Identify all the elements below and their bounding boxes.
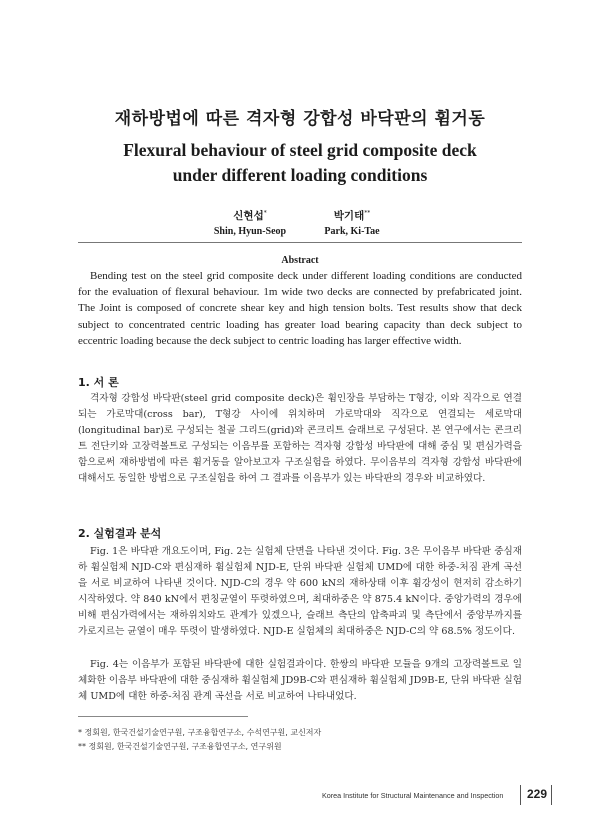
- section-2-paragraph-1: Fig. 1은 바닥판 개요도이며, Fig. 2는 실험체 단면을 나타낸 것이다. Fig. 3은 무이음부 바닥판 중심재하 휨실험체 NJD-C와 편심재하 휨실험체 NJD-E, 단위 바닥판 실험체 UMD에 대한 하중-처짐 관계 곡선을 서로 비교하여 나타낸 것이다. NJD-C의 경우 약 600 kN의 재하상태 이후 휨강성이 현저히 감소하기 시작하였다. 약 840 kN에서 편칭균열이 뚜렷하였으며, 최대하중은 약 875.4 kN이다. 중앙가력의 경우에 비해 편심가력에서는 재하위치와도 관계가 있겠으나, 슬래브 측단의 압축파괴 및 측단에서 중앙부까지를 가로지르는 균열이 매우 뚜렷이 발생하였다. NJD-E 실험체의 최대하중은 NJD-C의 약 68.5% 정도이다.: [78, 546, 522, 637]
- paper-title-english-line1: Flexural behaviour of steel grid composite deck: [123, 140, 477, 160]
- footnote-1: * 정회원, 한국건설기술연구원, 구조융합연구소, 수석연구원, 교신저자: [78, 728, 322, 737]
- paper-title-korean: 재하방법에 따른 격자형 강합성 바닥판의 휨거동: [114, 109, 486, 129]
- paper-title-english-line2: under different loading conditions: [172, 165, 428, 185]
- author-1-mark: *: [263, 209, 267, 217]
- author-2-mark: **: [364, 209, 371, 217]
- abstract-text: Bending test on the steel grid composite deck under different loading conditions are conducted for the evaluation of flexural behaviour. 1m wide two decks are connected by prefabricated joint. The Joint is composed of concrete shear key and high tension bolts. Test results show that deck subject to concentrated centric loading has greater load bearing capacity than deck subject to eccentric loading because the deck subject to centric loading has larger effective width.: [78, 270, 522, 347]
- author-2-english-name: Park, Ki-Tae: [324, 226, 380, 237]
- footer-divider-right: [551, 785, 552, 805]
- author-2: [292, 208, 412, 237]
- footer-institute: Korea Institute for Structural Maintenance and Inspection: [322, 791, 504, 800]
- header-divider: [78, 242, 522, 243]
- abstract-heading: Abstract: [281, 255, 319, 266]
- author-2-korean-name: 박기태**: [333, 209, 371, 222]
- footnote-2: ** 정회원, 한국건설기술연구원, 구조융합연구소, 연구위원: [78, 742, 282, 751]
- footer-divider-left: [520, 785, 521, 805]
- section-1-paragraph: 격자형 강합성 바닥판(steel grid composite deck)은 휨인장을 부담하는 T형강, 이와 직각으로 연결되는 가로막대(cross bar), T형강 사이에 위치하며 가로막대와 직각으로 연결되는 세로막대(longitudinal bar)로 구성되는 철골 그리드(grid)와 콘크리트 슬래브로 구성된다. 본 연구에서는 콘크리트 전단키와 고장력볼트로 구성되는 이음부를 포함하는 격자형 강합성 바닥판에 대해 중심 및 편심가력을 함으로써 재하방법에 따른 휨거동을 알아보고자 구조실험을 하였다. 무이음부의 격자형 강합성 바닥판에 대해서도 동일한 방법으로 구조실험을 하여 그 결과를 이음부가 있는 바닥판의 경우와 비교하였다.: [78, 393, 522, 484]
- section-2-heading: 2. 실험결과 분석: [78, 527, 162, 540]
- page-number: 229: [527, 787, 548, 801]
- section-1-heading: 1. 서 론: [78, 376, 119, 389]
- footnote-divider: [78, 716, 248, 717]
- author-1-korean-name: 신현섭*: [233, 209, 267, 222]
- author-1-english-name: Shin, Hyun-Seop: [213, 226, 287, 237]
- section-2-paragraph-2: Fig. 4는 이음부가 포함된 바닥판에 대한 실험결과이다. 한쌍의 바닥판 모듈을 9개의 고장력볼트로 일체화한 이음부 바닥판에 대한 중심재하 휨실험체 JD9B-C와 편심재하 휨실험체 JD9B-E, 단위 바닥판 실험체 UMD에 대한 하중-처짐 관계 곡선을 서로 비교하여 나타내었다.: [78, 659, 522, 702]
